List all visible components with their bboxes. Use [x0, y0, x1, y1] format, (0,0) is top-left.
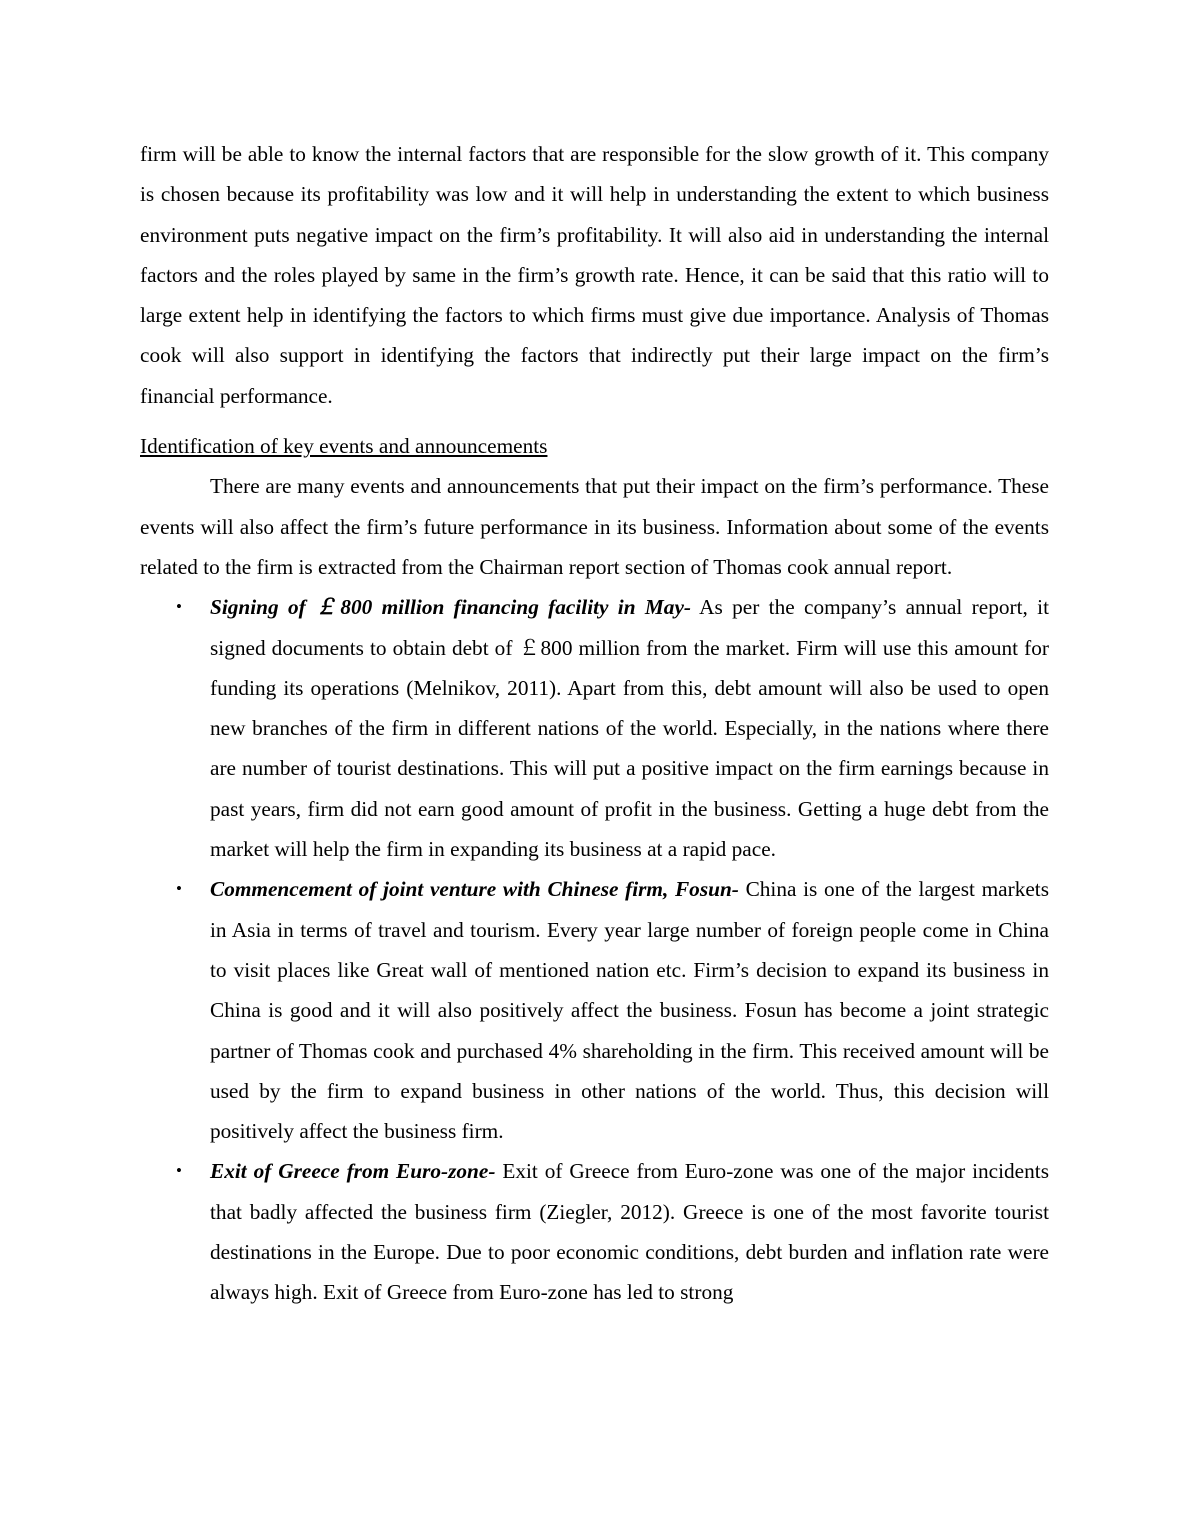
document-page — [140, 134, 1049, 1313]
bullet-text: Exit of Greece from Euro-zone was one of the major incidents that badly affected the business firm (Ziegler, 2012). Greece is one of the most favorite tourist destinations in the Europe. Due to poor economic conditions, debt burden and inflation rate were always high. Exit of Greece from Euro-zone has led to strong — [210, 1159, 1049, 1305]
list-item — [140, 1151, 1049, 1312]
bullet-title: Signing of ￡800 million financing facility in May- — [210, 595, 692, 620]
list-item — [140, 587, 1049, 869]
bullet-icon: • — [176, 879, 182, 899]
bullet-icon: • — [176, 597, 182, 617]
section-paragraph: There are many events and announcements that put their impact on the firm’s performance. These events will also affect the firm’s future performance in its business. Information about some of the events related to the firm is extracted from the Chairman report section of Thomas cook annual report. — [140, 474, 1049, 579]
bullet-title: Exit of Greece from Euro-zone- — [210, 1159, 496, 1184]
bullet-text: As per the company’s annual report, it signed documents to obtain debt of ￡800 million from the market. Firm will use this amount for funding its operations (Melnikov, 2011). Apart from this, debt amount will also be used to open new branches of the firm in different nations of the world. Especially, in the nations where there are number of tourist destinations. This will put a positive impact on the firm earnings because in past years, firm did not earn good amount of profit in the business. Getting a huge debt from the market will help the firm in expanding its business at a rapid pace. — [210, 595, 1049, 862]
intro-paragraph: firm will be able to know the internal factors that are responsible for the slow growth of it. This company is chosen because its profitability was low and it will help in understanding the extent to which business environment puts negative impact on the firm’s profitability. It will also aid in understanding the internal factors and the roles played by same in the firm’s growth rate. Hence, it can be said that this ratio will to large extent help in identifying the factors to which firms must give due importance. Analysis of Thomas cook will also support in identifying the factors that indirectly put their large impact on the firm’s financial performance. — [140, 142, 1049, 408]
events-list — [140, 587, 1049, 1312]
list-item — [140, 869, 1049, 1151]
bullet-icon: • — [176, 1161, 182, 1181]
bullet-title: Commencement of joint venture with Chinese firm, Fosun- — [210, 877, 739, 902]
section-heading: Identification of key events and announcements — [140, 434, 548, 459]
bullet-text: China is one of the largest markets in Asia in terms of travel and tourism. Every year large number of foreign people come in China to visit places like Great wall of mentioned nation etc. Firm’s decision to expand its business in China is good and it will also positively affect the business. Fosun has become a joint strategic partner of Thomas cook and purchased 4% shareholding in the firm. This received amount will be used by the firm to expand business in other nations of the world. Thus, this decision will positively affect the business firm. — [210, 877, 1049, 1144]
